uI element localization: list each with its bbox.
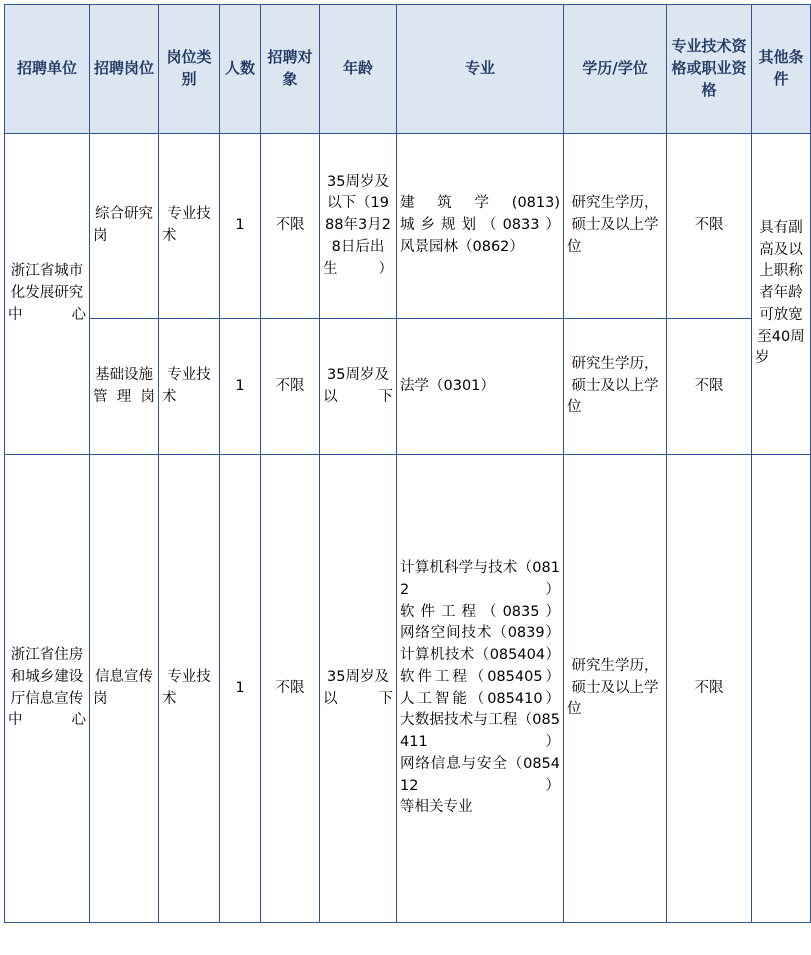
major-item: 人工智能（085410） [400,690,560,707]
header-count: 人数 [220,5,261,134]
header-education: 学历/学位 [564,5,667,134]
table-row [5,319,811,455]
cell-other [752,455,811,923]
cell-age: 35周岁及以下（1988年3月28日后出生） [320,134,397,319]
major-item: 等相关专业 [400,799,473,816]
cell-target: 不限 [261,319,320,455]
cell-target: 不限 [261,455,320,923]
major-item: 计算机科学与技术（0812） [400,560,560,598]
header-unit: 招聘单位 [5,5,90,134]
cell-certificate: 不限 [667,319,752,455]
cell-other: 具有副高及以上职称者年龄可放宽至40周岁 [752,134,811,455]
header-certificate: 专业技术资格或职业资格 [667,5,752,134]
cell-major [397,455,564,923]
major-item: 软件工程（0835） [400,603,560,620]
cell-unit: 浙江省住房和城乡建设厅信息宣传中心 [5,455,90,923]
cell-certificate: 不限 [667,455,752,923]
table-header-row [5,5,811,134]
cell-post: 基础设施管理岗 [90,319,159,455]
major-item: 软件工程（085405） [400,668,560,685]
cell-post: 信息宣传岗 [90,455,159,923]
cell-major [397,319,564,455]
major-item: 计算机技术（085404） [400,647,560,663]
cell-post: 综合研究岗 [90,134,159,319]
major-item: 网络空间技术（0839） [400,625,560,642]
cell-count: 1 [220,455,261,923]
cell-major [397,134,564,319]
cell-target: 不限 [261,134,320,319]
cell-education: 研究生学历，硕士及以上学位 [564,455,667,923]
cell-unit: 浙江省城市化发展研究中心 [5,134,90,455]
table-header [5,5,811,134]
cell-age: 35周岁及以下 [320,319,397,455]
header-major: 专业 [397,5,564,134]
cell-category: 专业技术 [159,134,220,319]
header-other: 其他条件 [752,5,811,134]
major-item: 大数据技术与工程（085411） [400,712,560,750]
cell-count: 1 [220,319,261,455]
cell-age: 35周岁及以下 [320,455,397,923]
header-post: 招聘岗位 [90,5,159,134]
major-item: 网络信息与安全（085412） [400,755,560,794]
cell-category: 专业技术 [159,319,220,455]
major-item: 建筑学(0813) [400,195,560,212]
header-category: 岗位类别 [159,5,220,134]
cell-certificate: 不限 [667,134,752,319]
major-item: 法学（0301） [400,377,495,394]
table-body [5,134,811,923]
major-item: 风景园林（0862） [400,238,524,255]
header-target: 招聘对象 [261,5,320,134]
cell-education: 研究生学历，硕士及以上学位 [564,319,667,455]
major-item: 城乡规划（0833） [400,217,560,234]
recruitment-table [4,4,811,923]
cell-count: 1 [220,134,261,319]
table-row [5,134,811,319]
header-age: 年龄 [320,5,397,134]
cell-education: 研究生学历，硕士及以上学位 [564,134,667,319]
table-row [5,455,811,923]
cell-category: 专业技术 [159,455,220,923]
